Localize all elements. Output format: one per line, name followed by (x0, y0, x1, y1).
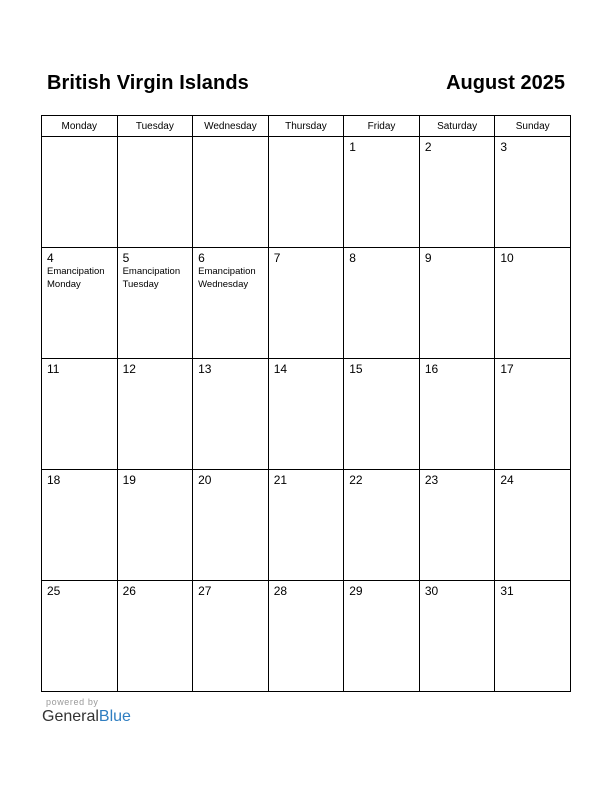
day-number: 5 (122, 251, 130, 265)
calendar-day-cell (419, 359, 495, 470)
calendar-day-cell (344, 470, 420, 581)
weekday-header: Thursday (268, 116, 344, 137)
calendar-day-cell (344, 359, 420, 470)
day-number: 25 (47, 584, 61, 598)
calendar-day-cell (42, 581, 118, 692)
day-number: 15 (349, 362, 363, 376)
brand-logo-blue: Blue (98, 708, 131, 725)
day-number: 2 (424, 140, 432, 154)
calendar-week-row (42, 470, 571, 581)
calendar-grid (41, 115, 571, 692)
day-number: 13 (198, 362, 212, 376)
day-number: 10 (500, 251, 514, 265)
calendar-day-cell (344, 137, 420, 248)
calendar-day-cell (495, 137, 571, 248)
calendar-day-cell (495, 470, 571, 581)
calendar-day-cell (193, 137, 269, 248)
day-number: 24 (500, 473, 514, 487)
calendar-day-cell (42, 470, 118, 581)
calendar-week-row (42, 137, 571, 248)
calendar-day-cell (193, 248, 269, 359)
holiday-label: Emancipation Tuesday (122, 266, 181, 290)
calendar-day-cell (193, 581, 269, 692)
calendar-day-cell (117, 248, 193, 359)
weekday-header: Sunday (495, 116, 571, 137)
calendar-day-cell (42, 359, 118, 470)
calendar-week-row (42, 248, 571, 359)
weekday-header: Friday (344, 116, 420, 137)
calendar-day-cell (495, 359, 571, 470)
calendar-day-cell (42, 248, 118, 359)
day-number: 3 (500, 140, 508, 154)
calendar-region-title: British Virgin Islands (47, 72, 249, 94)
holiday-label: Emancipation Wednesday (198, 266, 256, 290)
weekday-header: Tuesday (117, 116, 193, 137)
day-number: 7 (273, 251, 281, 265)
day-number: 29 (349, 584, 363, 598)
day-number: 9 (424, 251, 432, 265)
calendar-month-title: August 2025 (446, 72, 565, 94)
day-number: 1 (349, 140, 356, 154)
calendar-day-cell (419, 248, 495, 359)
day-number: 11 (47, 362, 60, 376)
weekday-header: Saturday (419, 116, 495, 137)
calendar-day-cell (193, 359, 269, 470)
calendar-day-cell (495, 248, 571, 359)
calendar-day-cell (193, 470, 269, 581)
day-number: 30 (424, 584, 439, 598)
day-number: 19 (122, 473, 136, 487)
day-number: 18 (47, 473, 61, 487)
calendar-day-cell (117, 581, 193, 692)
day-number: 23 (424, 473, 439, 487)
day-number: 28 (273, 584, 288, 598)
brand-logo (42, 708, 131, 726)
powered-by-text: powered by (46, 697, 99, 707)
calendar-day-cell (344, 248, 420, 359)
day-number: 26 (122, 584, 136, 598)
calendar-day-cell (117, 470, 193, 581)
calendar-day-cell (268, 581, 344, 692)
calendar-week-row (42, 581, 571, 692)
calendar-day-cell (419, 581, 495, 692)
day-number: 22 (349, 473, 363, 487)
day-number: 4 (47, 251, 54, 265)
calendar-day-cell (42, 137, 118, 248)
calendar-day-cell (419, 470, 495, 581)
calendar-day-cell (268, 248, 344, 359)
weekday-header: Monday (42, 116, 118, 137)
holiday-label: Emancipation Monday (47, 266, 105, 290)
day-number: 21 (273, 473, 288, 487)
calendar-day-cell (268, 359, 344, 470)
day-number: 20 (198, 473, 212, 487)
weekday-header: Wednesday (193, 116, 269, 137)
day-number: 14 (273, 362, 288, 376)
day-number: 6 (198, 251, 205, 265)
calendar-day-cell (117, 137, 193, 248)
calendar-day-cell (495, 581, 571, 692)
day-number: 8 (349, 251, 356, 265)
calendar-day-cell (268, 137, 344, 248)
calendar-week-row (42, 359, 571, 470)
day-number: 31 (500, 584, 514, 598)
weekday-header-row (42, 116, 571, 137)
footer-branding (42, 697, 131, 726)
calendar-day-cell (419, 137, 495, 248)
calendar-day-cell (268, 470, 344, 581)
brand-logo-general: General (42, 708, 99, 725)
day-number: 27 (198, 584, 212, 598)
day-number: 17 (500, 362, 514, 376)
calendar-day-cell (117, 359, 193, 470)
calendar-day-cell (344, 581, 420, 692)
day-number: 12 (122, 362, 136, 376)
day-number: 16 (424, 362, 439, 376)
